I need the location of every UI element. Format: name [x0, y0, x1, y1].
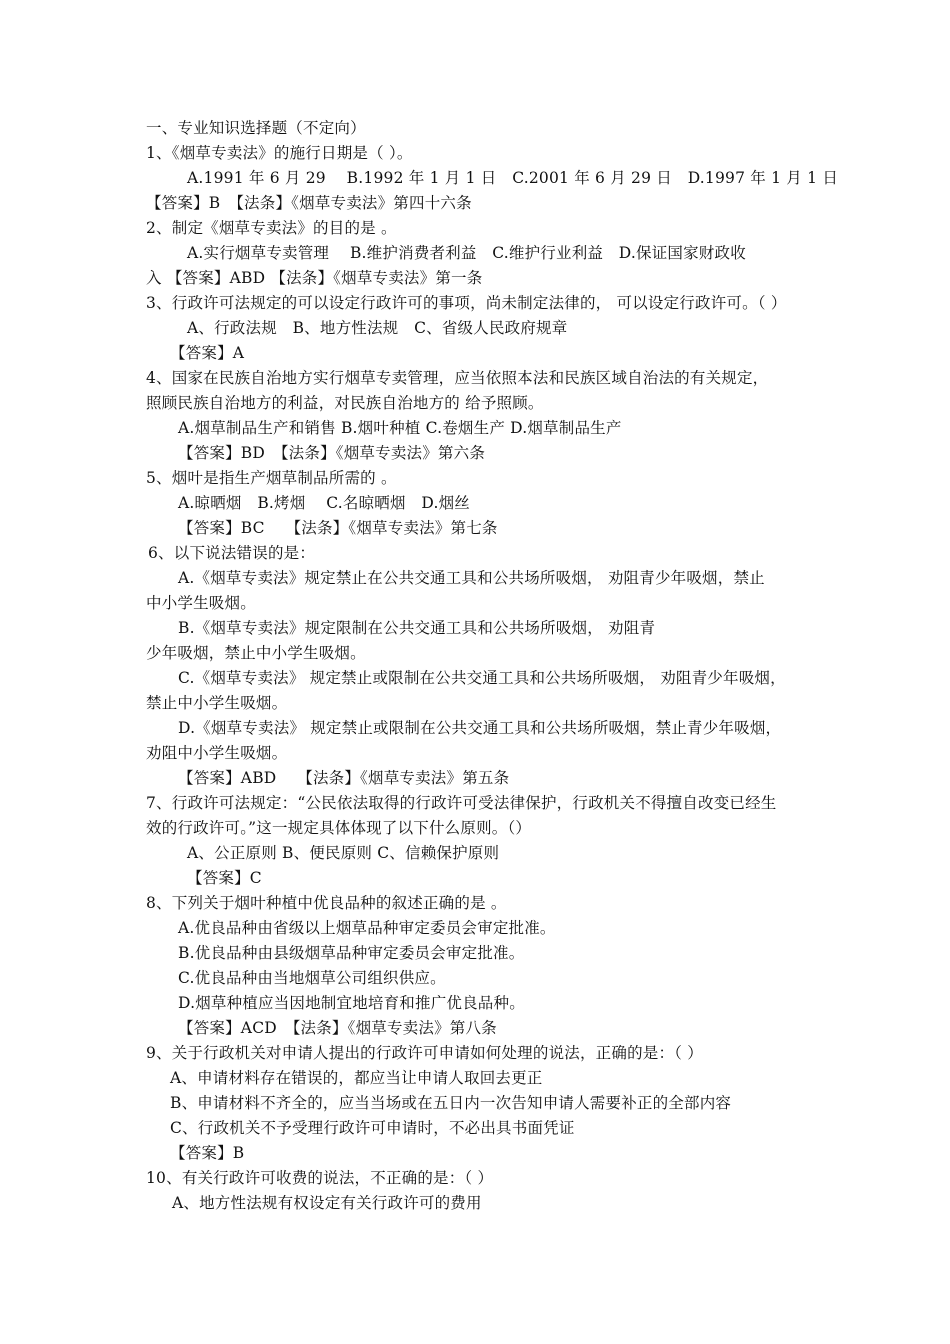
q6-option-b-line1: B.《烟草专卖法》规定限制在公共交通工具和公共场所吸烟， 劝阻青	[178, 619, 656, 637]
q6-option-c-line1: C.《烟草专卖法》 规定禁止或限制在公共交通工具和公共场所吸烟， 劝阻青少年吸烟，	[178, 669, 786, 687]
q6-option-d-line2: 劝阻中小学生吸烟。	[146, 744, 288, 762]
section-heading: 一、专业知识选择题（不定向）	[146, 119, 366, 137]
q7-options: A、公正原则 B、便民原则 C、信赖保护原则	[187, 844, 500, 862]
q6-stem: 6、以下说法错误的是：	[148, 544, 316, 562]
q2-answer: 入 【答案】ABD 【法条】《烟草专卖法》第一条	[146, 269, 483, 287]
q6-option-c-line2: 禁止中小学生吸烟。	[146, 694, 288, 712]
q4-options: A.烟草制品生产和销售 B.烟叶种植 C.卷烟生产 D.烟草制品生产	[178, 419, 622, 437]
q8-answer: 【答案】ACD 【法条】《烟草专卖法》第八条	[178, 1019, 497, 1037]
q6-option-d-line1: D.《烟草专卖法》 规定禁止或限制在公共交通工具和公共场所吸烟，禁止青少年吸烟，	[178, 719, 782, 737]
q1-stem: 1、《烟草专卖法》的施行日期是（ ）。	[146, 144, 413, 162]
q8-option-c: C.优良品种由当地烟草公司组织供应。	[178, 969, 446, 987]
q1-answer: 【答案】B 【法条】《烟草专卖法》第四十六条	[146, 194, 472, 212]
q6-option-a-line2: 中小学生吸烟。	[146, 594, 256, 612]
q9-answer: 【答案】B	[170, 1144, 245, 1162]
q8-option-a: A.优良品种由省级以上烟草品种审定委员会审定批准。	[178, 919, 556, 937]
q7-stem-line2: 效的行政许可。”这一规定具体体现了以下什么原则。（）	[146, 819, 532, 837]
q4-answer: 【答案】BD 【法条】《烟草专卖法》第六条	[178, 444, 486, 462]
q3-options: A、行政法规 B、地方性法规 C、省级人民政府规章	[187, 319, 568, 337]
q8-option-b: B.优良品种由县级烟草品种审定委员会审定批准。	[178, 944, 525, 962]
q2-options: A.实行烟草专卖管理 B.维护消费者利益 C.维护行业利益 D.保证国家财政收	[187, 244, 746, 262]
q8-option-d: D.烟草种植应当因地制宜地培育和推广优良品种。	[178, 994, 525, 1012]
q6-option-a-line1: A.《烟草专卖法》规定禁止在公共交通工具和公共场所吸烟， 劝阻青少年吸烟，禁止	[178, 569, 765, 587]
q3-answer: 【答案】A	[170, 344, 245, 362]
q6-option-b-line2: 少年吸烟，禁止中小学生吸烟。	[146, 644, 366, 662]
q4-stem-line2: 照顾民族自治地方的利益，对民族自治地方的 给予照顾。	[146, 394, 544, 412]
q5-answer: 【答案】BC 【法条】《烟草专卖法》第七条	[178, 519, 498, 537]
q4-stem-line1: 4、国家在民族自治地方实行烟草专卖管理，应当依照本法和民族区域自治法的有关规定，	[146, 369, 769, 387]
q1-options: A.1991 年 6 月 29 B.1992 年 1 月 1 日 C.2001 年 6 月 29 日 D.1997 年 1 月 1 日	[187, 169, 839, 187]
q2-stem: 2、制定《烟草专卖法》的目的是 。	[146, 219, 397, 237]
q5-options: A.晾晒烟 B.烤烟 C.名晾晒烟 D.烟丝	[178, 494, 471, 512]
q7-answer: 【答案】C	[187, 869, 262, 887]
q5-stem: 5、烟叶是指生产烟草制品所需的 。	[146, 469, 397, 487]
q10-option-a: A、地方性法规有权设定有关行政许可的费用	[172, 1194, 482, 1212]
q9-option-b: B、申请材料不齐全的，应当当场或在五日内一次告知申请人需要补正的全部内容	[170, 1094, 732, 1112]
q8-stem: 8、下列关于烟叶种植中优良品种的叙述正确的是 。	[146, 894, 507, 912]
q9-option-c: C、行政机关不予受理行政许可申请时，不必出具书面凭证	[170, 1119, 575, 1137]
q7-stem-line1: 7、行政许可法规定：“公民依法取得的行政许可受法律保护，行政机关不得擅自改变已经生	[146, 794, 777, 812]
q3-stem: 3、行政许可法规定的可以设定行政许可的事项，尚未制定法律的， 可以设定行政许可。（ ）	[146, 294, 787, 312]
q10-stem: 10、有关行政许可收费的说法，不正确的是：（ ）	[146, 1169, 494, 1187]
q9-stem: 9、关于行政机关对申请人提出的行政许可申请如何处理的说法，正确的是：（ ）	[146, 1044, 703, 1062]
q9-option-a: A、申请材料存在错误的，都应当让申请人取回去更正	[170, 1069, 543, 1087]
q6-answer: 【答案】ABD 【法条】《烟草专卖法》第五条	[178, 769, 510, 787]
